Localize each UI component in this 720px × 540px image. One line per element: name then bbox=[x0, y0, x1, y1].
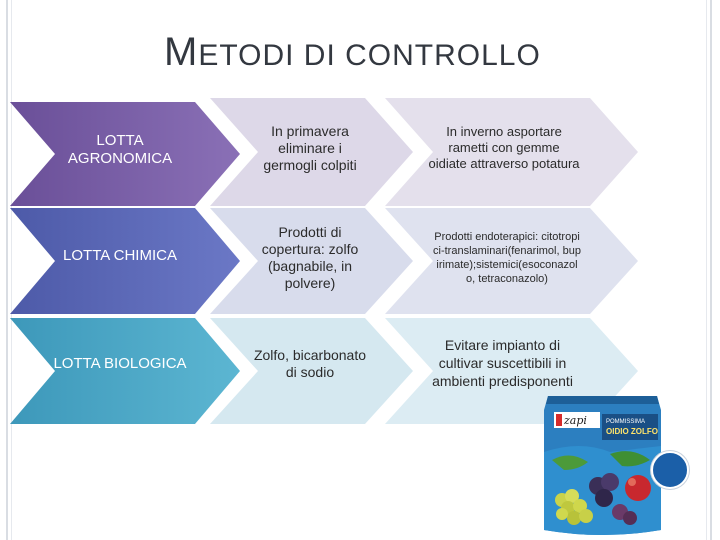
decor-circle-icon bbox=[651, 451, 689, 489]
title-rest: ETODI DI CONTROLLO bbox=[198, 39, 541, 72]
title-initial: M bbox=[164, 30, 199, 74]
row1-col3-text: In inverno asportare rametti con gemme oidiate attraverso potatura bbox=[428, 124, 580, 171]
row2-col2-text: Prodotti di copertura: zolfo (bagnabile, in polvere) bbox=[261, 224, 359, 291]
row3-label: LOTTA BIOLOGICA bbox=[53, 355, 187, 372]
product-line2: OIDIO ZOLFO bbox=[606, 427, 658, 436]
product-brand: zapi bbox=[564, 414, 587, 427]
row1-label: LOTTA AGRONOMICA bbox=[67, 132, 173, 167]
row1-col2-text: In primavera eliminare i germogli colpiti bbox=[263, 122, 357, 173]
row2-col3-text: Prodotti endoterapici: citotropici-translaminari(fenarimol, bupirimate);sistemici(esoconazolo, tetraconazolo) bbox=[433, 231, 581, 285]
row3-col2-text: Zolfo, bicarbonato di sodio bbox=[253, 347, 367, 380]
product-line1: POMMISSIMA bbox=[606, 419, 646, 425]
row2-label: LOTTA CHIMICA bbox=[63, 247, 177, 264]
product-bag-image bbox=[540, 390, 665, 540]
row3-col3-text: Evitare impianto di cultivar suscettibili in ambienti predisponenti bbox=[432, 337, 573, 389]
